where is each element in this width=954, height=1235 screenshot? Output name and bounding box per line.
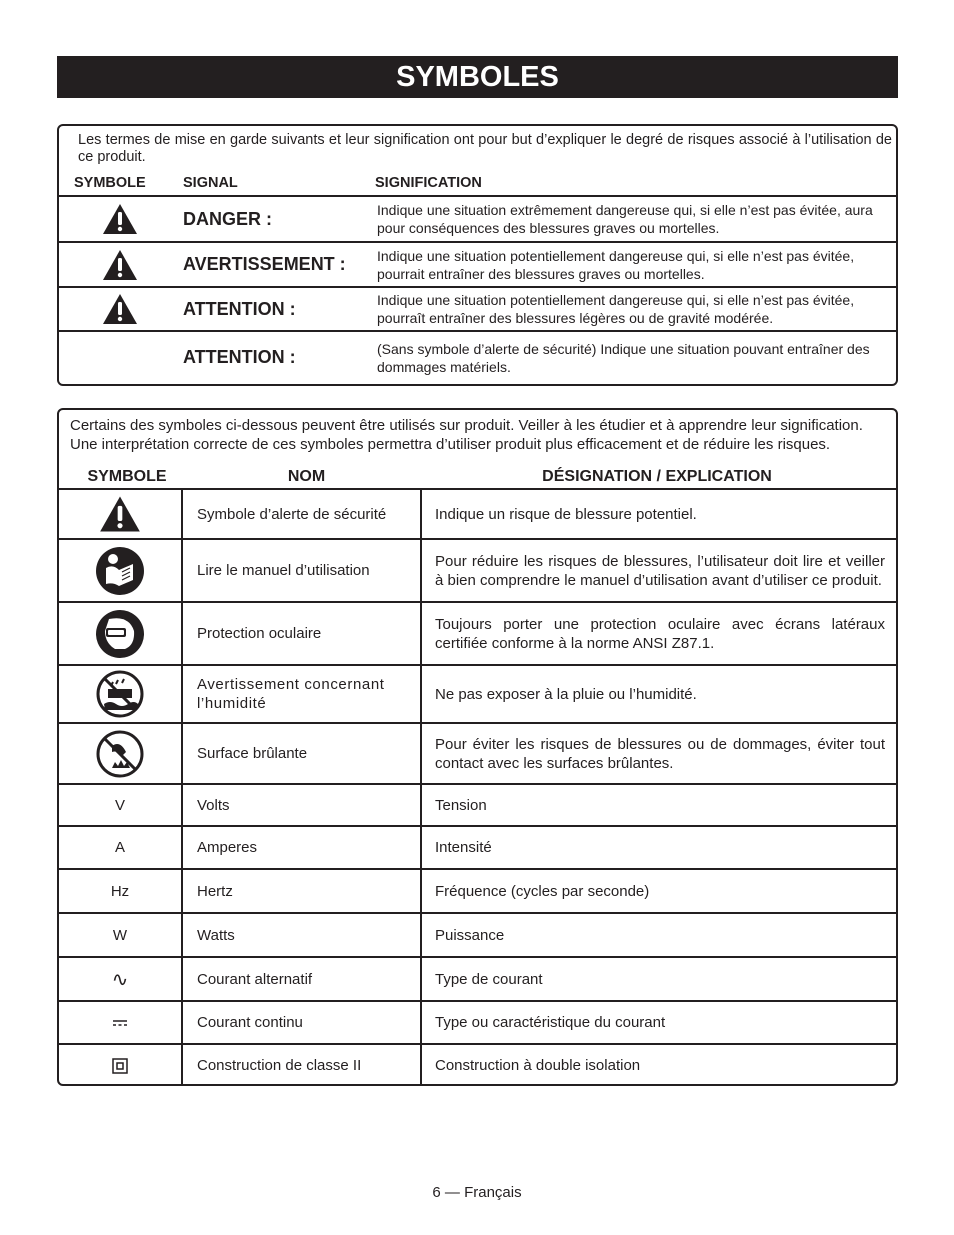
signal-word: DANGER :: [181, 196, 373, 242]
table-row: [59, 602, 896, 665]
symbol-designation: Pour éviter les risques de blessures ou de dommages, éviter tout contact avec les surfaces brûlantes.: [421, 723, 896, 784]
page-title: SYMBOLES: [57, 56, 898, 98]
symbol-cell: V: [59, 784, 182, 826]
symbol-cell: [59, 723, 182, 784]
wet-conditions-icon: [96, 670, 144, 718]
table-row: [59, 1044, 896, 1085]
symbol-designation: Type de courant: [421, 957, 896, 1001]
symbol-cell: [59, 957, 182, 1001]
symbol-cell: [59, 1044, 182, 1085]
table-row: [59, 826, 896, 869]
direct-current-icon: [112, 1019, 128, 1027]
table-row: [59, 242, 896, 287]
page-footer: 6 — Français: [432, 1184, 522, 1201]
class-ii-construction-icon: [112, 1058, 128, 1074]
symbol-designation: Pour réduire les risques de blessures, l’utilisateur doit lire et veiller à bien comprendre le manuel d’utilisation avant d’utiliser ce produit.: [421, 539, 896, 602]
symbols-intro: Certains des symboles ci-dessous peuvent être utilisés sur produit. Veiller à les étudier et à apprendre leur signification. Une interprétation correcte de ces symboles permettra d’utiliser produit plus efficacement et de réduire les risques.: [70, 417, 863, 453]
header-symbole: SYMBOLE: [74, 175, 146, 191]
signal-table: [59, 195, 896, 383]
symbol-name: Protection oculaire: [182, 602, 421, 665]
symbol-name: Surface brûlante: [182, 723, 421, 784]
signal-word: ATTENTION :: [181, 331, 373, 383]
warning-triangle-icon: [102, 293, 138, 325]
table-row: [59, 913, 896, 957]
header-signification: SIGNIFICATION: [375, 175, 482, 191]
symbol-name: Amperes: [182, 826, 421, 869]
eye-protection-icon: [95, 609, 145, 659]
symbol-cell: [59, 287, 181, 331]
table-row: [59, 489, 896, 539]
signal-meaning: Indique une situation potentiellement dangereuse qui, si elle n’est pas évitée, pourraît entraîner des blessures légères ou de gravité modérée.: [373, 287, 896, 331]
symbol-cell: [59, 665, 182, 723]
hot-surface-icon: [96, 730, 144, 778]
symbol-designation: Type ou caractéristique du courant: [421, 1001, 896, 1044]
symbol-name: Lire le manuel d’utilisation: [182, 539, 421, 602]
symbol-name: Volts: [182, 784, 421, 826]
signal-meaning: Indique une situation potentiellement dangereuse qui, si elle n’est pas évitée, pourrait entraîner des blessures graves ou mortelles.: [373, 242, 896, 287]
symbol-name: Watts: [182, 913, 421, 957]
symbol-name: Hertz: [182, 869, 421, 913]
symbol-name: Courant alternatif: [182, 957, 421, 1001]
table-row: [59, 665, 896, 723]
table-row: [59, 1001, 896, 1044]
symbol-designation: Tension: [421, 784, 896, 826]
table-row: [59, 723, 896, 784]
table-row: [59, 196, 896, 242]
signal-meaning: Indique une situation extrêmement dangereuse qui, si elle n’est pas évitée, aura pour conséquences des blessures graves ou mortelles.: [373, 196, 896, 242]
symbol-designation: Construction à double isolation: [421, 1044, 896, 1085]
symbols-box: [57, 408, 898, 1086]
signal-meaning: (Sans symbole d’alerte de sécurité) Indique une situation pouvant entraîner des dommages matériels.: [373, 331, 896, 383]
symbol-cell: A: [59, 826, 182, 869]
alternating-current-icon: ∿: [111, 968, 129, 991]
symbol-designation: Toujours porter une protection oculaire avec écrans latéraux certifiée conforme à la norme ANSI Z87.1.: [421, 602, 896, 665]
symbols-table: [59, 488, 896, 1085]
symbol-designation: Fréquence (cycles par seconde): [421, 869, 896, 913]
symbol-cell: [59, 602, 182, 665]
symbol-designation: Intensité: [421, 826, 896, 869]
signal-words-box: [57, 124, 898, 386]
symbol-name: Construction de classe II: [182, 1044, 421, 1085]
warning-triangle-icon: [99, 495, 141, 533]
symbol-name: Symbole d’alerte de sécurité: [182, 489, 421, 539]
symbol-cell: [59, 196, 181, 242]
table-row: [59, 287, 896, 331]
table-row: [59, 869, 896, 913]
header-designation: DÉSIGNATION / EXPLICATION: [542, 468, 772, 485]
symbol-cell: Hz: [59, 869, 182, 913]
signal-word: AVERTISSEMENT :: [181, 242, 373, 287]
warning-triangle-icon: [102, 249, 138, 281]
symbol-name: Avertissement concernant l’humidité: [182, 665, 421, 723]
symbol-cell: [59, 539, 182, 602]
read-manual-icon: [95, 546, 145, 596]
symbol-cell: [59, 331, 181, 383]
symbol-designation: Ne pas exposer à la pluie ou l’humidité.: [421, 665, 896, 723]
header-nom: NOM: [287, 468, 326, 485]
table-row: [59, 784, 896, 826]
warning-triangle-icon: [102, 203, 138, 235]
symbol-name: Courant continu: [182, 1001, 421, 1044]
table-row: [59, 539, 896, 602]
symbol-cell: [59, 242, 181, 287]
table-row: [59, 957, 896, 1001]
symbol-designation: Indique un risque de blessure potentiel.: [421, 489, 896, 539]
header-symbole: SYMBOLE: [87, 468, 167, 485]
symbol-cell: W: [59, 913, 182, 957]
symbol-cell: [59, 489, 182, 539]
header-signal: SIGNAL: [183, 175, 238, 191]
symbol-designation: Puissance: [421, 913, 896, 957]
signal-word: ATTENTION :: [181, 287, 373, 331]
signal-intro: Les termes de mise en garde suivants et leur signification ont pour but d’expliquer le degré de risques associé à l’utilisation de ce produit.: [78, 132, 892, 165]
symbol-cell: [59, 1001, 182, 1044]
table-row: [59, 331, 896, 383]
